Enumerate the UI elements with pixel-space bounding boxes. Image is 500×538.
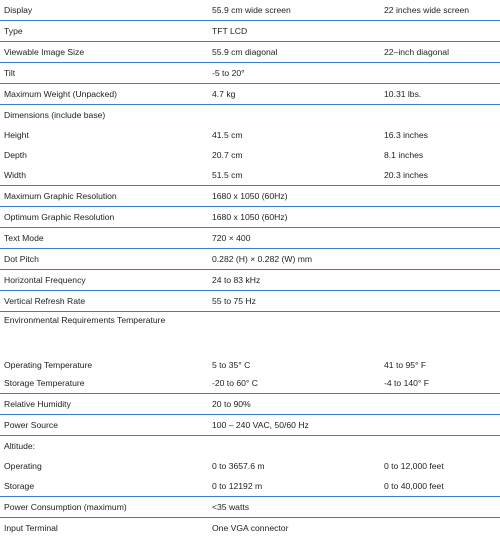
spec-label: Type [0, 21, 208, 42]
spec-metric-value: 1680 x 1050 (60Hz) [208, 207, 380, 228]
spec-metric-value: 55 to 75 Hz [208, 291, 380, 312]
spec-label: Altitude: [0, 436, 208, 457]
spec-imperial-value [380, 270, 500, 291]
spec-metric-value: 720 × 400 [208, 228, 380, 249]
spec-row [0, 415, 500, 436]
spec-label: Maximum Graphic Resolution [0, 186, 208, 207]
spec-metric-value: 55.9 cm diagonal [208, 42, 380, 63]
spec-imperial-value: 20.3 inches [380, 165, 500, 186]
spec-row [0, 186, 500, 207]
spec-imperial-value: 41 to 95° F [380, 345, 500, 373]
spec-label: Height [0, 125, 208, 145]
spec-metric-value: TFT LCD [208, 21, 380, 42]
spec-row [0, 394, 500, 415]
spec-imperial-value [380, 105, 500, 126]
spec-imperial-value: 16.3 inches [380, 125, 500, 145]
spec-label: Viewable Image Size [0, 42, 208, 63]
spec-label: Text Mode [0, 228, 208, 249]
spec-label: Operating Temperature [0, 345, 208, 373]
spec-row [0, 0, 500, 21]
spec-label: Operating [0, 456, 208, 476]
spec-row [0, 312, 500, 346]
spec-imperial-value [380, 228, 500, 249]
spec-imperial-value [380, 249, 500, 270]
spec-metric-value: 20.7 cm [208, 145, 380, 165]
spec-metric-value: 41.5 cm [208, 125, 380, 145]
spec-imperial-value [380, 436, 500, 457]
spec-row [0, 42, 500, 63]
spec-row [0, 497, 500, 518]
spec-label: Depth [0, 145, 208, 165]
spec-row [0, 291, 500, 312]
spec-metric-value: -20 to 60° C [208, 373, 380, 394]
spec-label: Storage Temperature [0, 373, 208, 394]
spec-label: Storage [0, 476, 208, 497]
spec-metric-value: 24 to 83 kHz [208, 270, 380, 291]
spec-label: Relative Humidity [0, 394, 208, 415]
spec-row [0, 345, 500, 373]
spec-row [0, 125, 500, 145]
spec-metric-value: -5 to 20° [208, 63, 380, 84]
spec-row [0, 21, 500, 42]
spec-imperial-value: 0 to 12,000 feet [380, 456, 500, 476]
spec-row [0, 145, 500, 165]
spec-imperial-value [380, 497, 500, 518]
spec-row [0, 84, 500, 105]
spec-metric-value [208, 312, 380, 346]
spec-label: Horizontal Frequency [0, 270, 208, 291]
spec-row [0, 373, 500, 394]
spec-row [0, 63, 500, 84]
spec-label: Input Terminal [0, 518, 208, 538]
spec-label: Power Source [0, 415, 208, 436]
spec-metric-value [208, 105, 380, 126]
spec-row [0, 207, 500, 228]
spec-label: Width [0, 165, 208, 186]
spec-row [0, 456, 500, 476]
spec-label: Dot Pitch [0, 249, 208, 270]
spec-imperial-value: 8.1 inches [380, 145, 500, 165]
spec-metric-value: 0.282 (H) × 0.282 (W) mm [208, 249, 380, 270]
spec-row [0, 476, 500, 497]
spec-imperial-value [380, 291, 500, 312]
spec-imperial-value: 10.31 lbs. [380, 84, 500, 105]
spec-label: Vertical Refresh Rate [0, 291, 208, 312]
spec-imperial-value [380, 394, 500, 415]
spec-imperial-value [380, 186, 500, 207]
spec-label: Maximum Weight (Unpacked) [0, 84, 208, 105]
spec-imperial-value [380, 21, 500, 42]
spec-metric-value: 4.7 kg [208, 84, 380, 105]
spec-label: Dimensions (include base) [0, 105, 208, 126]
spec-metric-value: 1680 x 1050 (60Hz) [208, 186, 380, 207]
spec-label: Display [0, 0, 208, 21]
spec-imperial-value: 0 to 40,000 feet [380, 476, 500, 497]
spec-metric-value: <35 watts [208, 497, 380, 518]
spec-row [0, 249, 500, 270]
spec-imperial-value [380, 312, 500, 346]
spec-label: Environmental Requirements Temperature [0, 312, 208, 346]
spec-metric-value: 0 to 12192 m [208, 476, 380, 497]
spec-row [0, 436, 500, 457]
spec-label: Optimum Graphic Resolution [0, 207, 208, 228]
spec-row [0, 228, 500, 249]
spec-row [0, 165, 500, 186]
spec-imperial-value: 22–inch diagonal [380, 42, 500, 63]
spec-metric-value: One VGA connector [208, 518, 380, 538]
spec-row [0, 270, 500, 291]
spec-metric-value [208, 436, 380, 457]
spec-label: Power Consumption (maximum) [0, 497, 208, 518]
spec-row [0, 105, 500, 126]
spec-imperial-value: -4 to 140° F [380, 373, 500, 394]
spec-imperial-value: 22 inches wide screen [380, 0, 500, 21]
spec-metric-value: 100 – 240 VAC, 50/60 Hz [208, 415, 380, 436]
spec-imperial-value [380, 207, 500, 228]
spec-metric-value: 5 to 35° C [208, 345, 380, 373]
spec-metric-value: 0 to 3657.6 m [208, 456, 380, 476]
spec-imperial-value [380, 63, 500, 84]
spec-metric-value: 55.9 cm wide screen [208, 0, 380, 21]
spec-metric-value: 20 to 90% [208, 394, 380, 415]
spec-label: Tilt [0, 63, 208, 84]
spec-imperial-value [380, 415, 500, 436]
spec-metric-value: 51.5 cm [208, 165, 380, 186]
